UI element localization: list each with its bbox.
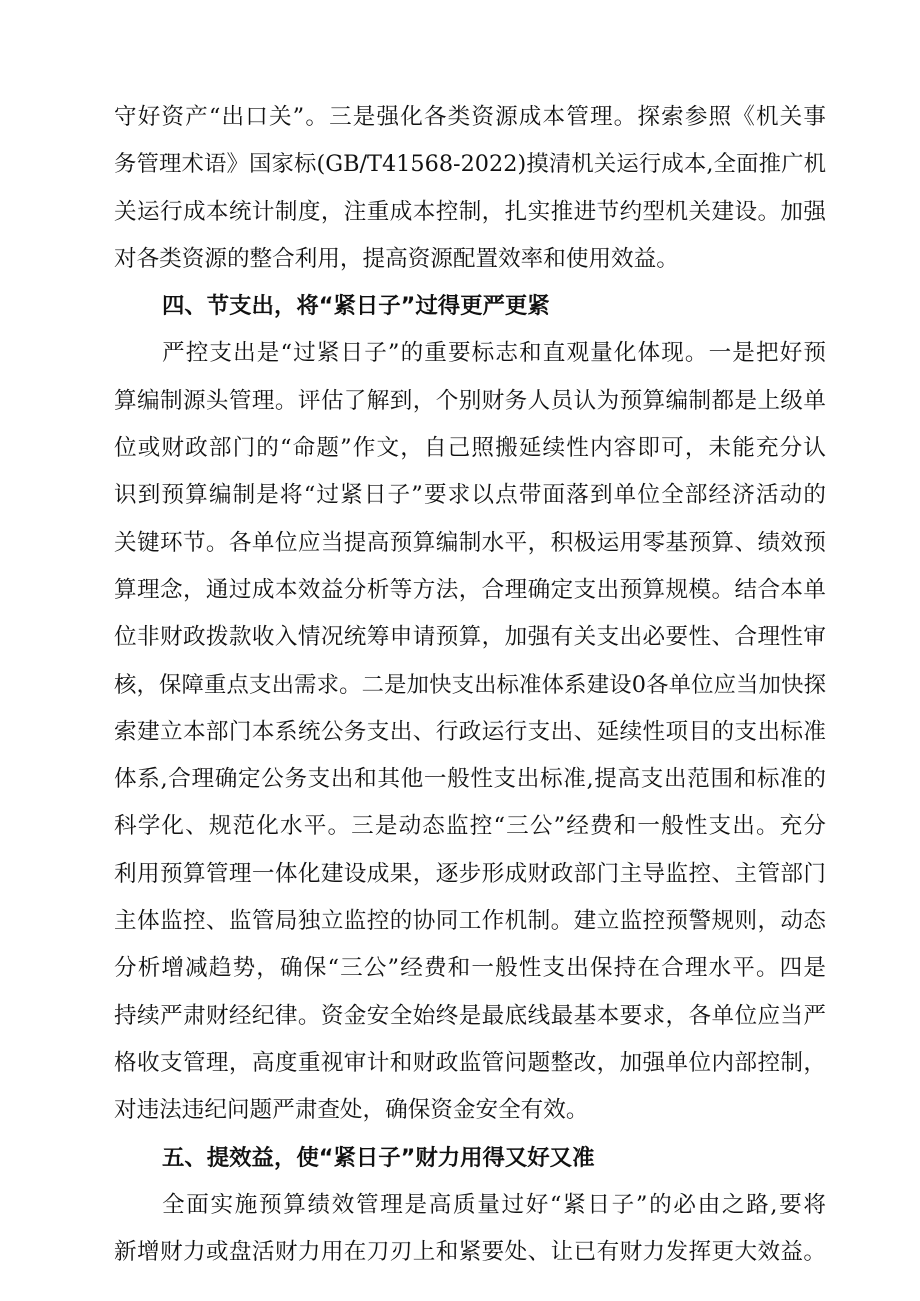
paragraph-line: 持续严肃财经纪律。资金安全始终是最底线最基本要求，各单位应当严 (114, 1002, 826, 1029)
paragraph-line: 核，保障重点支出需求。二是加快支出标准体系建设0各单位应当加快探 (114, 671, 826, 698)
paragraph-line: 位非财政拨款收入情况统筹申请预算，加强有关支出必要性、合理性审 (114, 624, 826, 651)
paragraph-line: 新增财力或盘活财力用在刀刃上和紧要处、让已有财力发挥更大效益。 (114, 1239, 826, 1266)
document-page (114, 94, 826, 1276)
paragraph-line: 主体监控、监管局独立监控的协同工作机制。建立监控预警规则，动态 (114, 908, 826, 935)
paragraph-line: 算编制源头管理。评估了解到，个别财务人员认为预算编制都是上级单 (114, 387, 826, 414)
paragraph-line: 算理念，通过成本效益分析等方法，合理确定支出预算规模。结合本单 (114, 576, 826, 603)
paragraph-line: 索建立本部门本系统公务支出、行政运行支出、延续性项目的支出标准 (114, 718, 826, 745)
paragraph-line: 关运行成本统计制度，注重成本控制，扎实推进节约型机关建设。加强 (114, 198, 826, 225)
section-heading: 四、节支出，将“紧日子”过得更严更紧 (162, 293, 550, 320)
paragraph-line: 务管理术语》国家标(GB/T41568-2022)摸清机关运行成本,全面推广机 (114, 151, 826, 178)
paragraph-line: 体系,合理确定公务支出和其他一般性支出标准,提高支出范围和标准的 (114, 766, 826, 793)
paragraph-line: 格收支管理，高度重视审计和财政监管问题整改，加强单位内部控制， (114, 1049, 826, 1076)
paragraph-line: 分析增减趋势，确保“三公”经费和一般性支出保持在合理水平。四是 (114, 955, 826, 982)
paragraph-line: 识到预算编制是将“过紧日子”要求以点带面落到单位全部经济活动的 (114, 482, 826, 509)
paragraph-line: 对违法违纪问题严肃查处，确保资金安全有效。 (114, 1097, 589, 1124)
paragraph-line: 全面实施预算绩效管理是高质量过好“紧日子”的必由之路,要将 (162, 1191, 826, 1218)
paragraph-line: 守好资产“出口关”。三是强化各类资源成本管理。探索参照《机关事 (114, 104, 826, 130)
paragraph-line: 利用预算管理一体化建设成果，逐步形成财政部门主导监控、主管部门 (114, 860, 826, 887)
paragraph-line: 位或财政部门的“命题”作文，自己照搬延续性内容即可，未能充分认 (114, 435, 826, 462)
paragraph-line: 严控支出是“过紧日子”的重要标志和直观量化体现。一是把好预 (162, 340, 826, 367)
section-heading: 五、提效益，使“紧日子”财力用得又好又准 (162, 1144, 595, 1171)
paragraph-line: 关键环节。各单位应当提高预算编制水平，积极运用零基预算、绩效预 (114, 529, 826, 556)
paragraph-line: 对各类资源的整合利用，提高资源配置效率和使用效益。 (114, 245, 679, 272)
paragraph-line: 科学化、规范化水平。三是动态监控“三公”经费和一般性支出。充分 (114, 813, 826, 840)
